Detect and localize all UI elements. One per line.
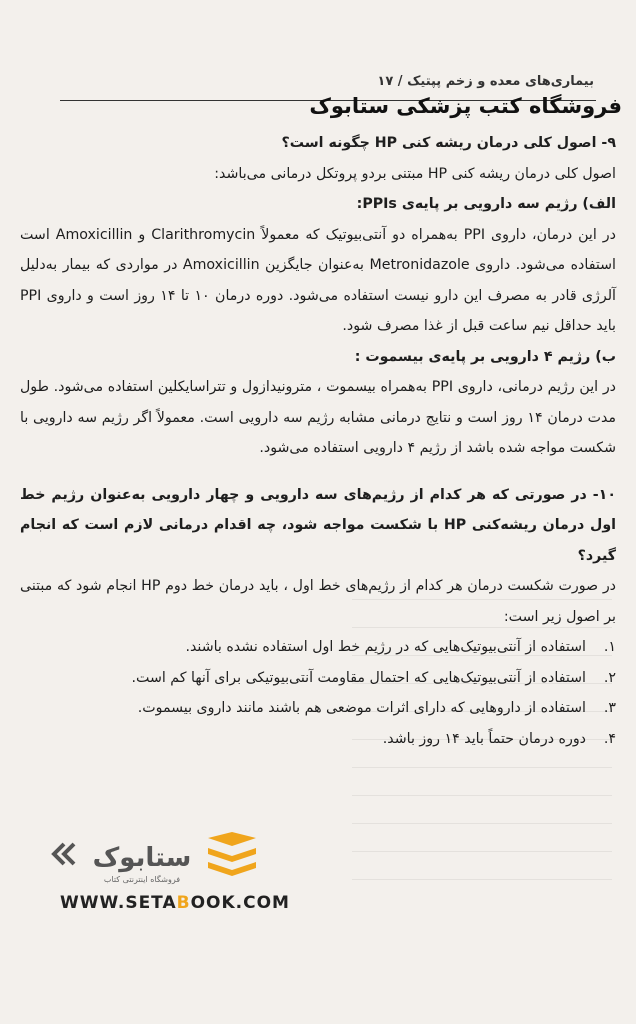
list-item <box>20 663 616 694</box>
spacer <box>20 464 616 480</box>
list-number: ۳. <box>603 700 616 716</box>
list-item <box>20 632 616 663</box>
list-text: استفاده از آنتی‌بیوتیک‌هایی که در رژیم خط اول استفاده نشده باشند. <box>185 639 586 655</box>
website-url: WWW.SETABOOK.COM <box>60 893 290 913</box>
book-stack-icon <box>208 832 256 876</box>
paragraph-intro: اصول کلی درمان ریشه کنی HP مبتنی بردو پروتکل درمانی می‌باشد: <box>214 165 616 182</box>
list-text: دوره درمان حتماً باید ۱۴ روز باشد. <box>382 730 586 747</box>
paragraph-second-line: در صورت شکست درمان هر کدام از رژیم‌های خط اول ، باید درمان خط دوم HP انجام شود که مبتنی بر اصول زیر است: <box>20 578 616 625</box>
list-number: ۱. <box>603 639 616 655</box>
paragraph-quadruple-therapy: در این رژیم درمانی، داروی PPI به‌همراه بیسموت ، مترونیدازول و تتراسایکلین استفاده می‌شود. طول مدت درمان ۱۴ روز است و نتایج درمانی مشابه رژیم سه دارویی است. معمولاً اگر رژیم سه دارویی با شکست مواجه شده باشد از رژیم ۴ دارویی استفاده می‌شود. <box>20 379 616 456</box>
list-item <box>20 693 616 724</box>
list-number: ۴. <box>603 730 616 747</box>
list-text: استفاده از داروهایی که دارای اثرات موضعی هم باشند مانند داروی بیسموت. <box>137 700 586 716</box>
subheading-a: الف) رژیم سه دارویی بر پایه‌ی PPIs: <box>356 196 616 212</box>
principles-list <box>20 632 616 754</box>
list-number: ۲. <box>603 669 616 686</box>
question-9: ۹- اصول کلی درمان ریشه کنی HP چگونه است؟ <box>281 135 616 151</box>
setabook-logo <box>50 832 276 890</box>
subheading-b: ب) رژیم ۴ دارویی بر پایه‌ی بیسموت : <box>354 348 616 365</box>
list-text: استفاده از آنتی‌بیوتیک‌هایی که احتمال مقاومت آنتی‌بیوتیکی برای آنها کم است. <box>131 669 586 686</box>
store-title: فروشگاه کتب پزشکی ستابوک <box>309 94 622 118</box>
paragraph-triple-therapy: در این درمان، داروی PPI به‌همراه دو آنتی‌بیوتیک که معمولاً Clarithromycin و Amoxicillin است استفاده می‌شود. داروی Metronidazole به‌عنوان جایگزین Amoxicillin در مواردی که بیمار به‌دلیل آلرژی قادر به مصرف این دارو نیست استفاده می‌شود. دوره درمان ۱۰ تا ۱۴ روز است و داروی PPI باید حداقل نیم ساعت قبل از غذا مصرف شود. <box>20 226 616 334</box>
logo-tagline: فروشگاه اینترنتی کتاب <box>103 875 181 884</box>
question-10: ۱۰- در صورتی که هر کدام از رژیم‌های سه دارویی و چهار دارویی به‌عنوان رژیم خط اول درمان ریشه‌کنی HP با شکست مواجه شود، چه اقدام درمانی لازم است که انجام گیرد؟ <box>20 486 616 564</box>
running-head: بیماری‌های معده و زخم پپتیک / ۱۷ <box>377 74 594 89</box>
page-content <box>20 128 616 754</box>
chevron-arrows-icon <box>54 844 74 864</box>
list-item <box>20 724 616 755</box>
logo-wordmark: ستابوک <box>92 843 192 873</box>
